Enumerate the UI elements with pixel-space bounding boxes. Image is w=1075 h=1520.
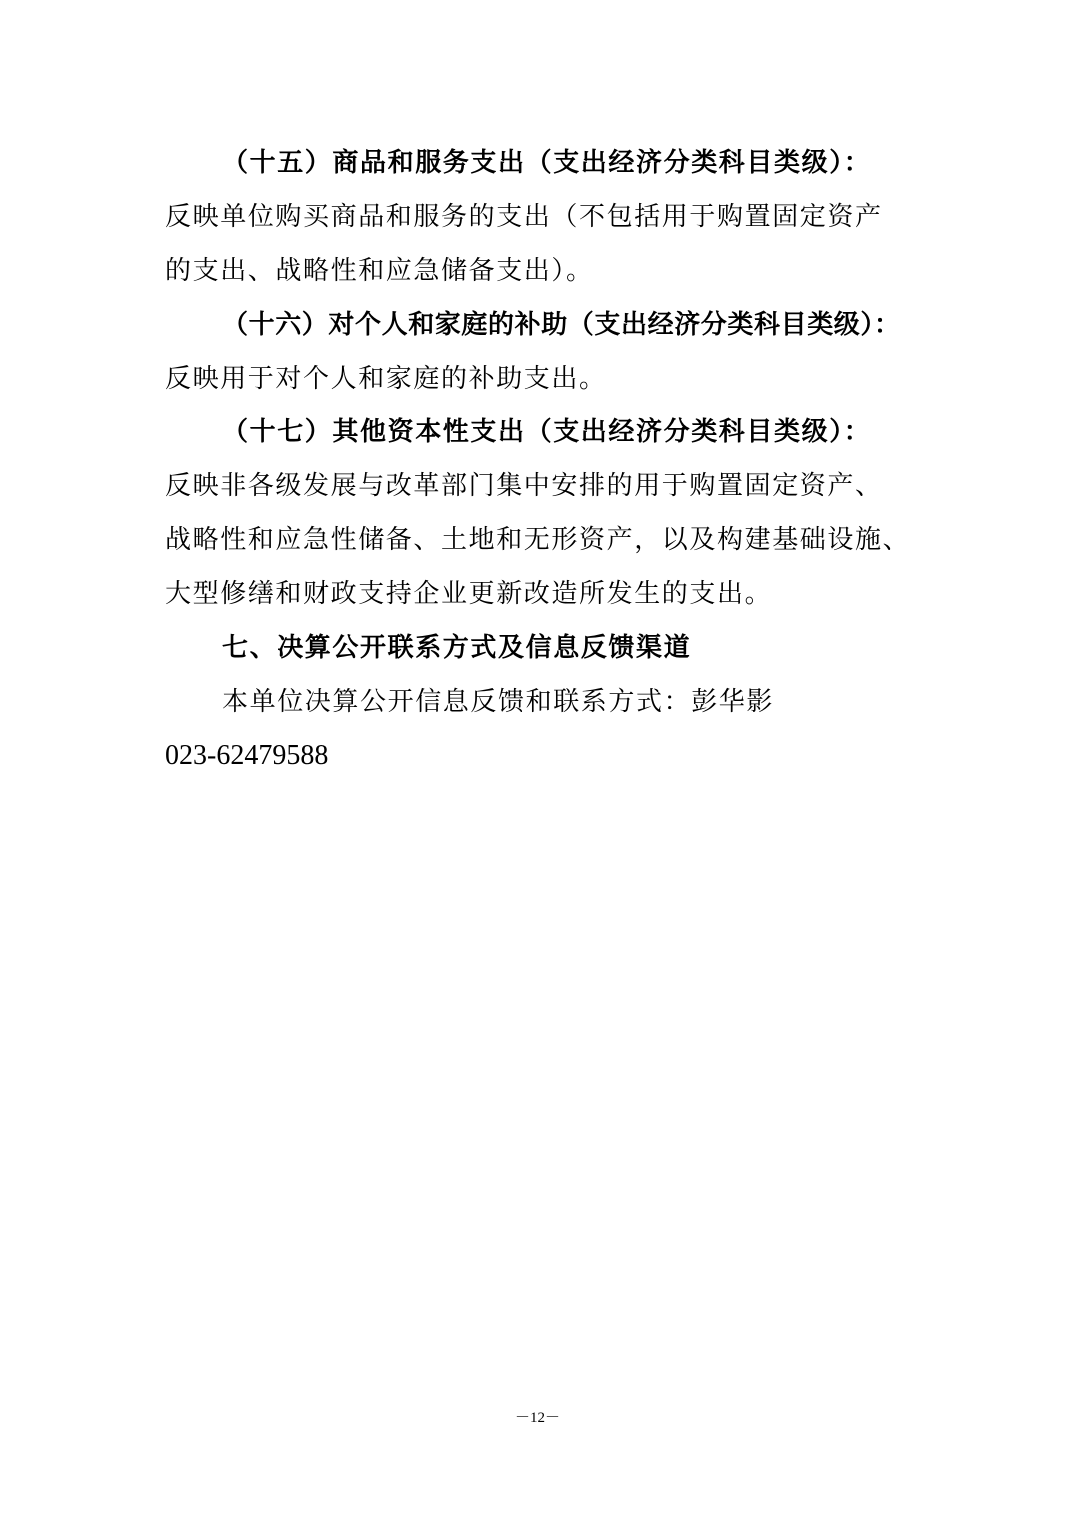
page-number: －12－: [514, 1410, 560, 1426]
section-17-text-line-2: 战略性和应急性储备、土地和无形资产，以及构建基础设施、: [165, 525, 911, 555]
section-15-text-line-2: 的支出、战略性和应急储备支出）。: [165, 256, 594, 286]
section-16-heading: （十六）对个人和家庭的补助（支出经济分类科目类级）：: [222, 310, 901, 340]
section-17-text-line-3: 大型修缮和财政支持企业更新改造所发生的支出。: [165, 579, 773, 609]
section-17-heading: （十七）其他资本性支出（支出经济分类科目类级）：: [222, 417, 872, 447]
section-16-text-line-1: 反映用于对个人和家庭的补助支出。: [165, 364, 607, 394]
section-17-text-line-1: 反映非各级发展与改革部门集中安排的用于购置固定资产、: [165, 471, 883, 501]
section-7-heading: 七、决算公开联系方式及信息反馈渠道: [222, 633, 692, 663]
section-7-contact-line: 本单位决算公开信息反馈和联系方式：彭华影: [222, 687, 775, 717]
section-15-heading: （十五）商品和服务支出（支出经济分类科目类级）：: [222, 148, 872, 178]
section-7-phone-number: 023-62479588: [165, 740, 329, 771]
section-15-text-line-1: 反映单位购买商品和服务的支出（不包括用于购置固定资产: [165, 202, 883, 232]
